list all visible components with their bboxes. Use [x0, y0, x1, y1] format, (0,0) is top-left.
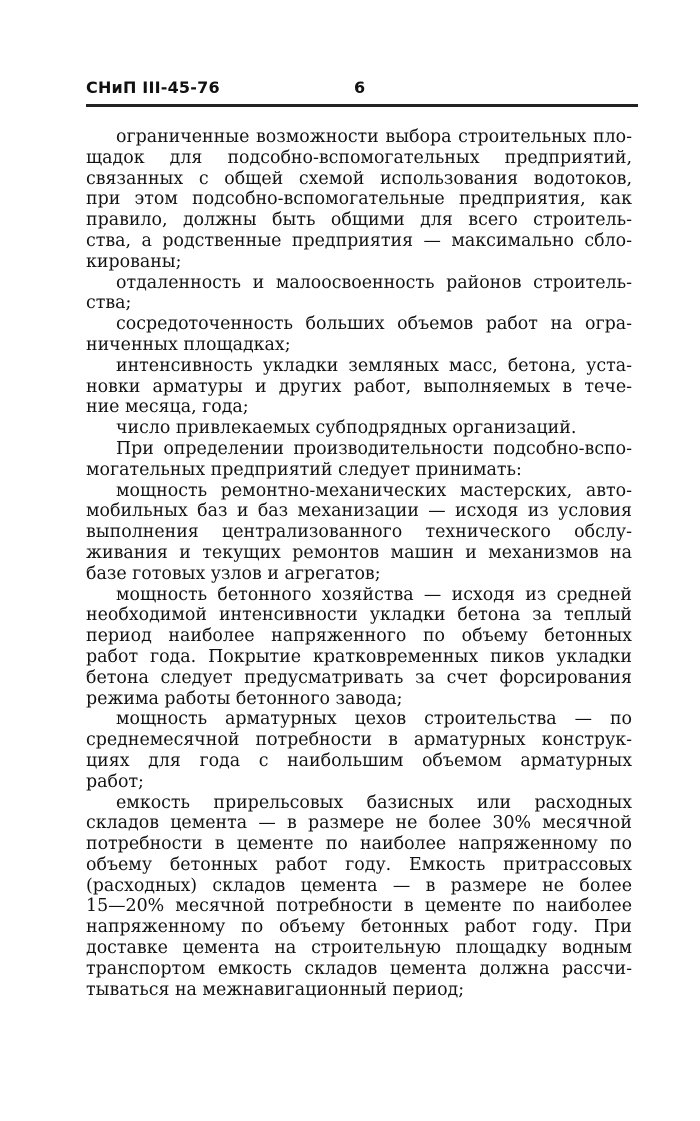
- text-line: ства, а родственные предприятия — максимально сбло-: [86, 230, 632, 251]
- text-line: новки арматуры и других работ, выполняемых в тече-: [86, 376, 632, 397]
- text-line: период наиболее напряженного по объему бетонных: [86, 626, 632, 647]
- document-code: СНиП III-45-76: [86, 78, 220, 97]
- text-line: бетона следует предусматривать за счет форсирования: [86, 667, 632, 688]
- text-line: необходимой интенсивности укладки бетона за теплый: [86, 605, 632, 626]
- header-rule: [86, 104, 638, 107]
- text-line: живания и текущих ремонтов машин и механизмов на: [86, 542, 632, 563]
- text-line: ства;: [86, 293, 132, 314]
- text-line: сосредоточенность больших объемов работ на огра-: [116, 314, 632, 335]
- text-line: число привлекаемых субподрядных организаций.: [116, 418, 577, 439]
- text-line: ниченных площадках;: [86, 334, 291, 355]
- text-line: ограниченные возможности выбора строительных пло-: [116, 127, 632, 147]
- text-line: режима работы бетонного завода;: [86, 688, 403, 709]
- text-line: при этом подсобно-вспомогательные предприятия, как: [86, 189, 632, 210]
- text-line: напряженному по объему бетонных работ году. При: [86, 917, 632, 938]
- text-line: емкость прирельсовых базисных или расходных: [116, 792, 632, 813]
- text-line: выполнения централизованного технического обслу-: [86, 522, 632, 543]
- text-line: (расходных) складов цемента — в размере не более: [86, 875, 632, 896]
- text-line: мощность арматурных цехов строительства — по: [116, 709, 632, 730]
- page-number: 6: [354, 78, 366, 97]
- page-header: [86, 78, 638, 104]
- text-line: отдаленность и малоосвоенность районов строитель-: [116, 272, 632, 293]
- text-line: складов цемента — в размере не более 30% месячной: [86, 813, 632, 834]
- text-line: интенсивность укладки земляных масс, бетона, уста-: [116, 355, 632, 376]
- text-line: правило, должны быть общими для всего строитель-: [86, 210, 632, 231]
- text-line: базе готовых узлов и агрегатов;: [86, 563, 381, 584]
- text-line: работ года. Покрытие кратковременных пиков укладки: [86, 646, 632, 667]
- text-line: мобильных баз и баз механизации — исходя из условия: [86, 501, 632, 522]
- text-line: транспортом емкость складов цемента должна рассчи-: [86, 958, 632, 979]
- text-line: мощность ремонтно-механических мастерских, авто-: [116, 480, 632, 501]
- text-line: связанных с общей схемой использования водотоков,: [86, 168, 632, 189]
- text-line: 15—20% месячной потребности в цементе по наиболее: [86, 896, 632, 917]
- text-line: При определении производительности подсобно-вспо-: [116, 438, 632, 459]
- body-text: [86, 127, 632, 1000]
- text-line: работ;: [86, 771, 144, 792]
- text-line: кированы;: [86, 251, 182, 272]
- text-line: объему бетонных работ году. Емкость притрассовых: [86, 854, 632, 875]
- text-line: тываться на межнавигационный период;: [86, 979, 465, 1000]
- text-line: могательных предприятий следует принимать:: [86, 459, 522, 480]
- text-line: ние месяца, года;: [86, 397, 249, 418]
- text-line: среднемесячной потребности в арматурных конструк-: [86, 730, 632, 751]
- text-line: циях для года с наибольшим объемом арматурных: [86, 750, 632, 771]
- text-line: щадок для подсобно-вспомогательных предприятий,: [86, 147, 632, 168]
- text-line: мощность бетонного хозяйства — исходя из средней: [116, 584, 632, 605]
- text-line: потребности в цементе по наиболее напряженному по: [86, 834, 632, 855]
- text-line: доставке цемента на строительную площадку водным: [86, 938, 632, 959]
